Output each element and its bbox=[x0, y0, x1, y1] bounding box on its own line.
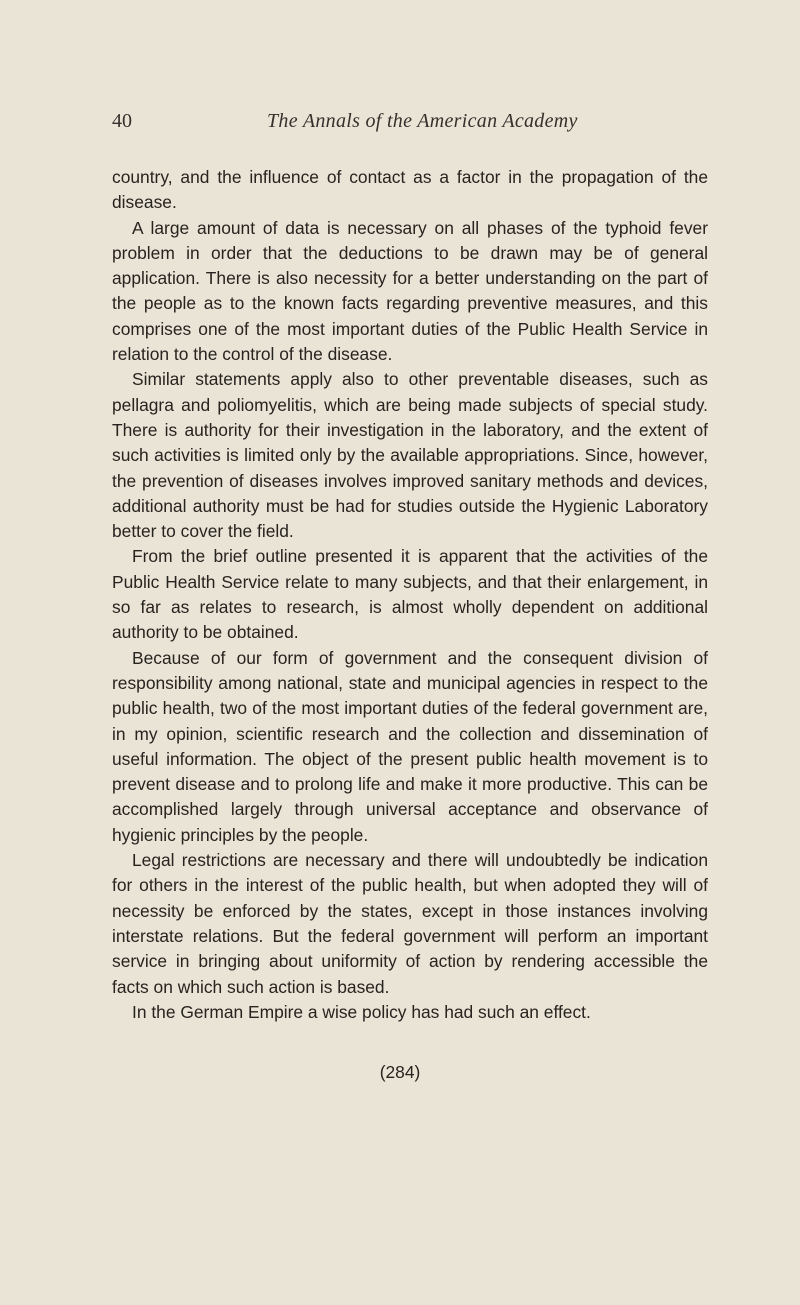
running-header bbox=[112, 106, 708, 136]
running-title: The Annals of the American Academy bbox=[267, 110, 578, 132]
folio: (284) bbox=[379, 1062, 421, 1082]
paragraph: A large amount of data is necessary on all phases of the typhoid fever problem in order that the deductions to be drawn may be of general application. There is also necessity for a better understanding on the part of the people as to the known facts regarding preventive measures, and this comprises one of the most important duties of the Public Health Service in relation to the control of the disease. bbox=[112, 217, 708, 365]
body-text bbox=[112, 165, 708, 1025]
page-number: 40 bbox=[112, 110, 132, 132]
paragraph: Legal restrictions are necessary and there will undoubtedly be indication for others in the interest of the public health, but when adopted they will of necessity be enforced by the states, except in those instances involving interstate relations. But the federal government will perform an important service in bringing about uniformity of action by rendering accessible the facts on which such action is based. bbox=[112, 850, 708, 997]
paragraph-continued: country, and the influence of contact as a factor in the propagation of the disease. bbox=[112, 167, 708, 213]
paragraph: In the German Empire a wise policy has had such an effect. bbox=[132, 1001, 591, 1022]
paragraph: From the brief outline presented it is apparent that the activities of the Public Health Service relate to many subjects, and that their enlargement, in so far as relates to research, is almost wholly dependent on additional authority to be obtained. bbox=[112, 546, 708, 643]
paragraph: Because of our form of government and the consequent division of responsibility among national, state and municipal agencies in respect to the public health, two of the most important duties of the federal government are, in my opinion, scientific research and the collection and dissemination of useful information. The object of the present public health movement is to prevent disease and to prolong life and make it more productive. This can be accomplished largely through universal acceptance and observance of hygienic principles by the people. bbox=[112, 647, 708, 845]
paragraph: Similar statements apply also to other preventable diseases, such as pellagra and poliomyelitis, which are being made subjects of special study. There is authority for their investigation in the laboratory, and the extent of such activities is limited only by the available appropriations. Since, however, the prevention of diseases involves improved sanitary methods and devices, additional authority must be had for studies outside the Hygienic Laboratory better to cover the field. bbox=[112, 369, 708, 542]
